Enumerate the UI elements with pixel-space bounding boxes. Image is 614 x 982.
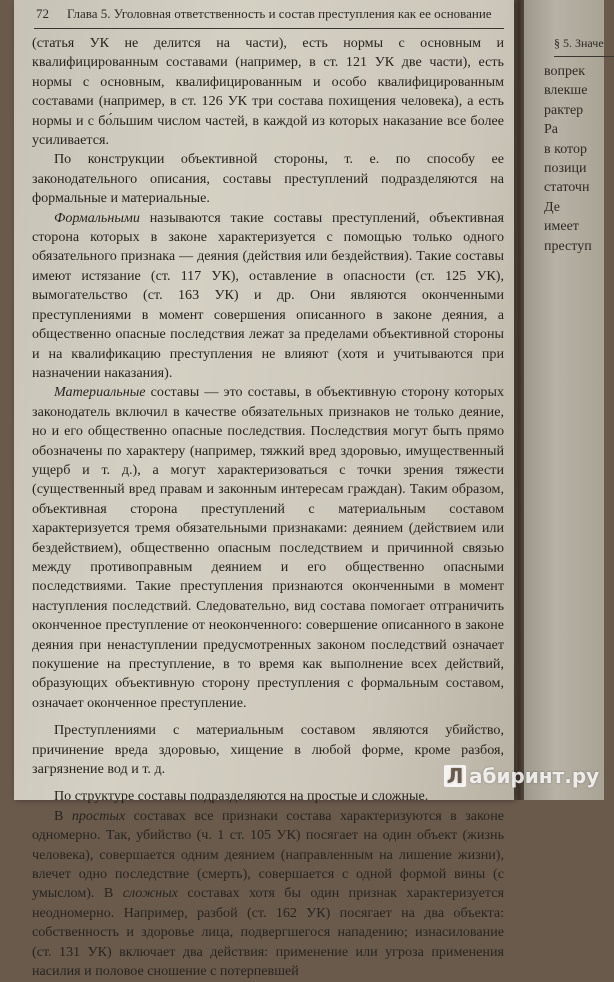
paragraph: (статья УК не делится на части), есть нормы с основным и квалифицированным составами (например, в ст. 121 УК две части), есть нормы с основным, квалифицированным и особо квалифицированным составами (например, в ст. 126 УК три состава похищения человека), а есть нормы и с бо́льшим числом частей, в каждой из которых наказание все более усиливается. xyxy=(32,35,504,149)
paragraph: По конструкции объективной стороны, т. е. по способу ее законодательного описания, составы преступлений подразделяются на формальные и материальные. xyxy=(32,151,504,207)
paragraph: Материальные составы — это составы, в объективную сторону которых законодатель включил в качестве обязательных признаков не только деяние, но и его общественно опасные последствия. Последствия могут быть прямо обозначены по характеру (например, тяжкий вред здоровью, имущественный ущерб и т. д.), а могут характеризоваться с точки зрения тяжести (существенный вред правам и законным интересам граждан). Таким образом, объективная сторона преступлений с материальным составом характеризуется тремя обязательными признаками: деянием (действием или бездействием), общественно опасным последствием и причинной связью между противоправным деянием и его общественно опасными последствиями. Такие преступления признаются оконченными в момент наступления последствий. Следовательно, вид состава помогает отграничить оконченное преступление от неоконченного: совершение описанного в законе деяния при ненаступлении предусмотренных законом последствий означает покушение на преступление, в то время как выполнение всех действий, образующих объективную сторону преступления с формальным составом, означает оконченное преступление. xyxy=(32,384,504,711)
watermark-logo-letter: Л xyxy=(444,765,466,787)
page-number: 72 xyxy=(36,6,49,21)
facing-page-line: позици xyxy=(544,161,587,177)
paragraph: По структуре составы подразделяются на простые и сложные. xyxy=(54,788,429,805)
running-head xyxy=(36,6,506,22)
header-rule xyxy=(34,28,504,29)
facing-page-line: в котор xyxy=(544,141,587,157)
facing-page-line: преступ xyxy=(544,238,592,254)
paragraph: Преступлениями с материальным составом являются убийство, причинение вреда здоровью, хищение в любой форме, кроме разбоя, загрязнение вод и т. д. xyxy=(32,722,504,778)
facing-page-header: § 5. Значе xyxy=(554,36,604,50)
facing-page-text xyxy=(544,62,592,256)
chapter-title: Глава 5. Уголовная ответственность и состав преступления как ее основание xyxy=(67,6,492,21)
facing-page-line: имеет xyxy=(544,219,579,235)
paragraph: В простых составах все признаки состава характеризуются в законе одномерно. Так, убийство (ч. 1 ст. 105 УК) посягает на один объект (жизнь человека), совершается одним деянием (направленным на лишение жизни), влечет одно последствие (смерть), совершается с одной формой вины (с умыслом). В сложных составах хотя бы один признак характеризуется неодномерно. Например, разбой (ст. 162 УК) посягает на два объекта: собственность и здоровье лица, подвергшегося нападению; изнасилование (ст. 131 УК) включает два действия: применение или угроза применения насилия и половое сношение с потерпевшей xyxy=(32,807,504,980)
facing-page-header-rule xyxy=(554,56,614,57)
facing-page-line: вопрек xyxy=(544,64,586,79)
watermark-text: абиринт.ру xyxy=(469,764,600,788)
facing-page-line: влекше xyxy=(544,83,588,99)
facing-page-line: статочн xyxy=(544,180,590,196)
paragraph: Формальными называются такие составы преступлений, объективная сторона которых в законе характеризуется с помощью только одного обязательного признака — деяния (действия или бездействия). Такие составы имеют истязание (ст. 117 УК), оставление в опасности (ст. 125 УК), вымогательство (ст. 163 УК) и др. Они являются оконченными преступлениями в момент совершения описанного в законе деяния, а общественно опасные последствия лежат за пределами объективной стороны и на квалификацию преступления не влияют (хотя и учитываются при назначении наказания). xyxy=(32,209,504,381)
facing-page-line: Де xyxy=(544,199,560,215)
facing-page xyxy=(524,0,604,800)
book-page xyxy=(14,0,514,980)
facing-page-line: рактер xyxy=(544,102,584,118)
facing-page-line: Ра xyxy=(544,122,558,138)
body-text xyxy=(32,34,504,982)
watermark-logo xyxy=(444,764,599,788)
